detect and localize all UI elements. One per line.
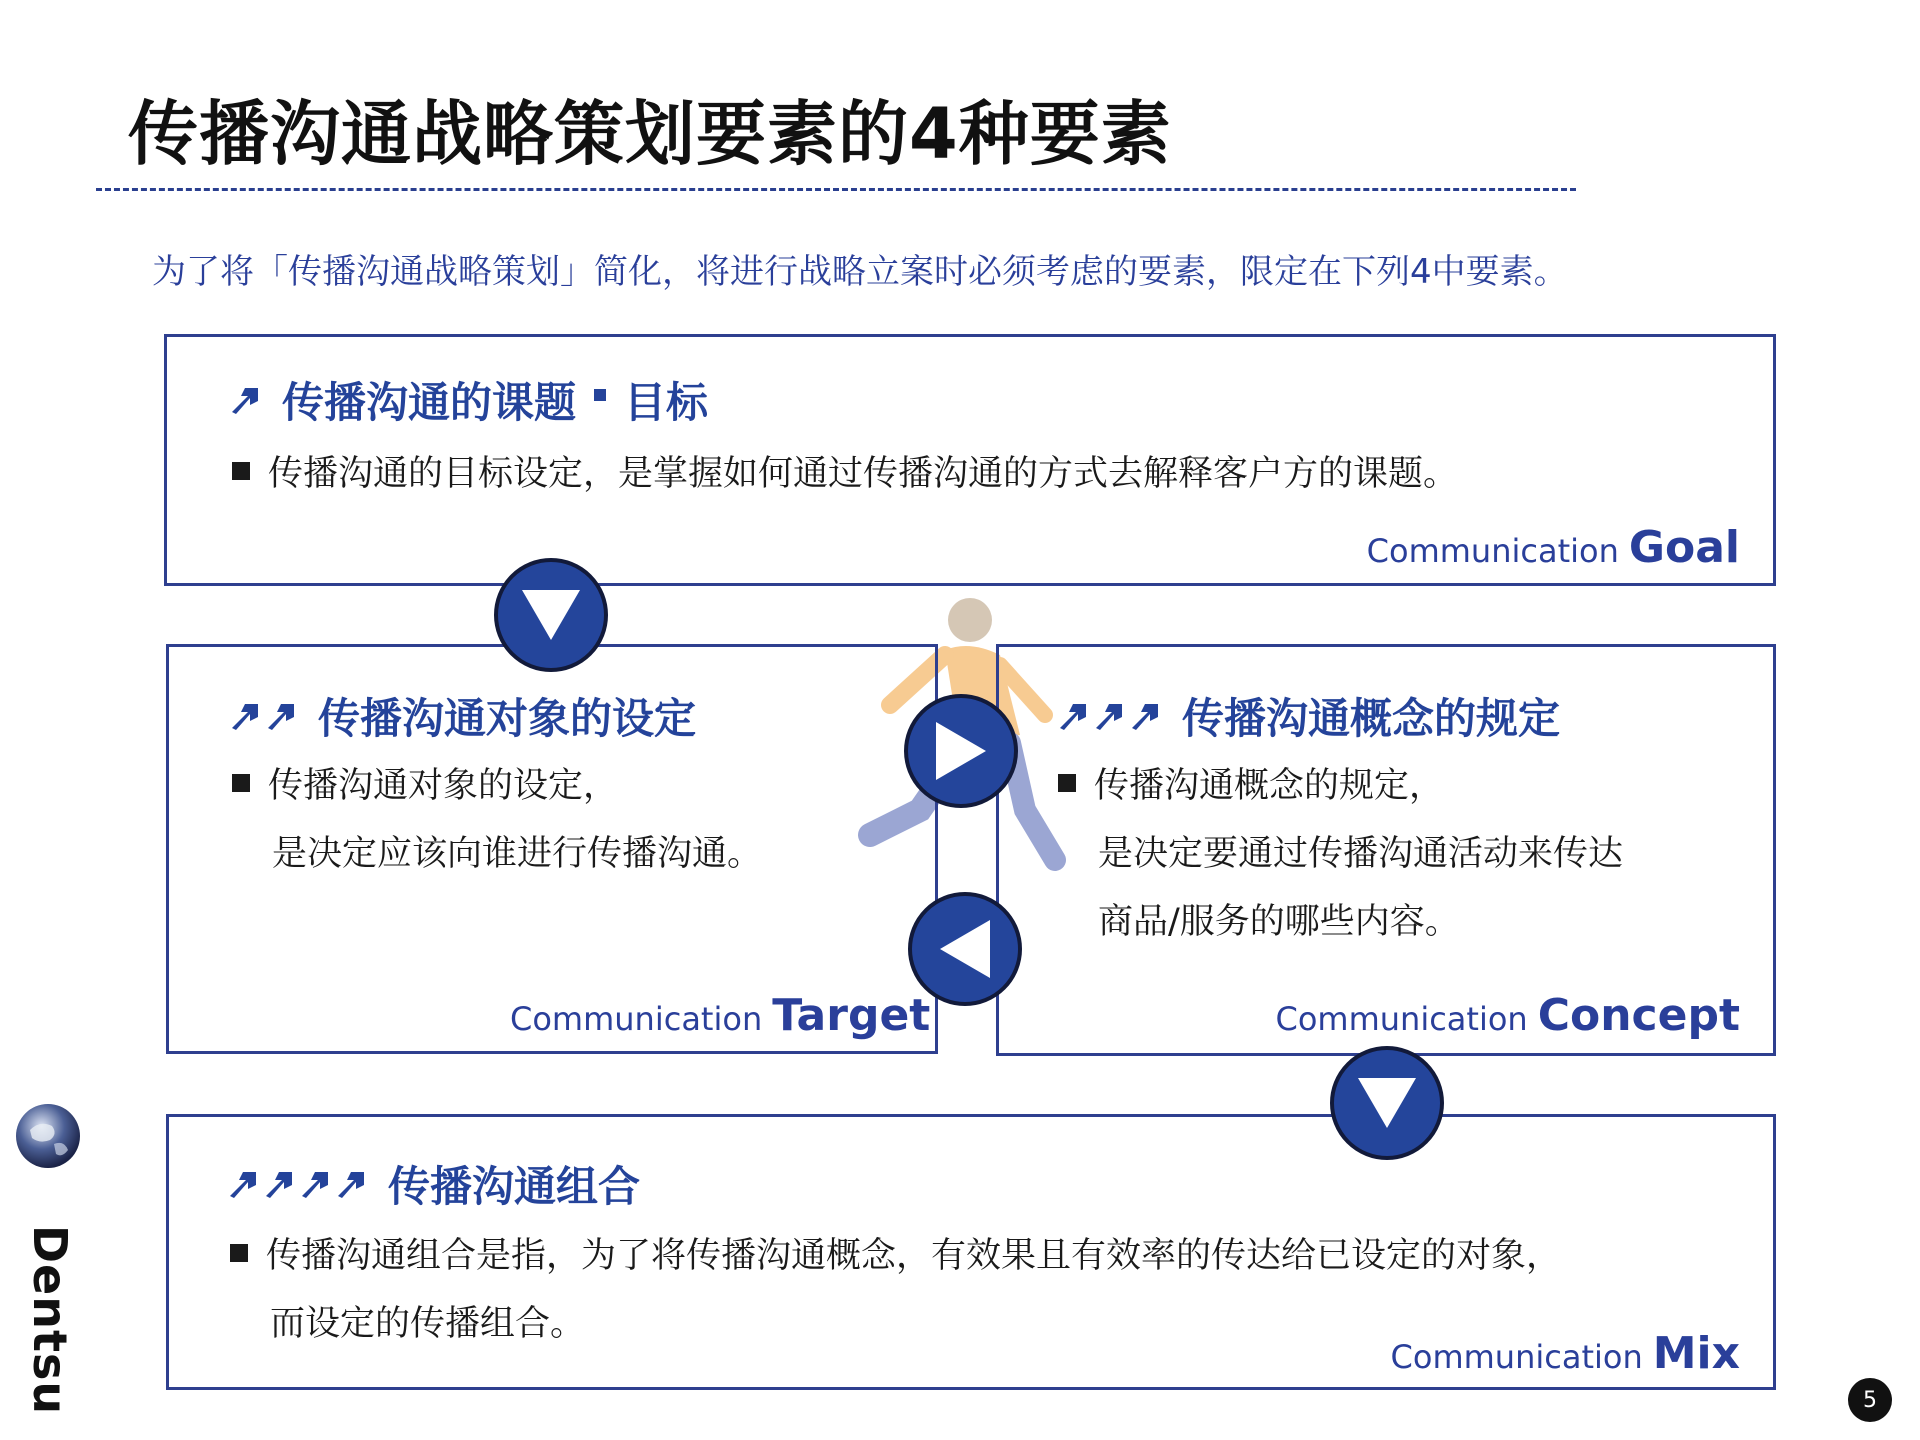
target-text-line: 传播沟通对象的设定， <box>232 758 618 808</box>
level-4-arrows <box>226 1168 366 1200</box>
arrow-up-right-icon <box>228 384 260 416</box>
arrow-up-right-icon <box>1128 700 1160 732</box>
mix-english-label: Communication Mix <box>1390 1328 1740 1379</box>
level-3-arrows <box>1056 700 1160 732</box>
goal-heading <box>228 370 708 430</box>
mix-text-line: 传播沟通组合是指，为了将传播沟通概念，有效果且有效率的传达给已设定的对象， <box>230 1228 1561 1278</box>
goal-heading-sub: 目标 <box>624 378 709 427</box>
brand-logo <box>10 1100 90 1180</box>
bullet-square <box>1058 774 1076 792</box>
concept-english-label: Communication Concept <box>1275 990 1740 1041</box>
concept-text-line: 商品/服务的哪些内容。 <box>1098 902 1460 942</box>
arrow-up-right-icon <box>298 1168 330 1200</box>
target-heading <box>228 686 696 746</box>
arrow-up-right-icon <box>1056 700 1088 732</box>
arrow-up-right-icon <box>228 700 260 732</box>
bullet-square <box>230 1244 248 1262</box>
goal-to-target-connector <box>494 558 608 672</box>
triangle-down-icon <box>520 588 582 642</box>
dentsu-wordmark: Dentsu <box>23 1224 77 1416</box>
concept-heading <box>1056 686 1560 746</box>
concept-to-target-connector <box>908 892 1022 1006</box>
goal-heading-main: 传播沟通的课题 <box>282 378 577 427</box>
goal-english-label: Communication Goal <box>1366 522 1740 573</box>
page-subtitle: 为了将「传播沟通战略策划」简化，将进行战略立案时必须考虑的要素，限定在下列4中要素。 <box>152 252 1568 292</box>
arrow-up-right-icon <box>262 1168 294 1200</box>
mix-heading-text: 传播沟通组合 <box>388 1162 641 1211</box>
triangle-right-icon <box>934 720 988 782</box>
arrow-up-right-icon <box>226 1168 258 1200</box>
target-text-line: 是决定应该向谁进行传播沟通。 <box>272 834 763 874</box>
bullet-square <box>232 462 250 480</box>
target-heading-text: 传播沟通对象的设定 <box>318 694 697 743</box>
mix-heading <box>226 1154 640 1214</box>
heading-separator <box>594 389 606 401</box>
concept-to-mix-connector <box>1330 1046 1444 1160</box>
triangle-down-icon <box>1356 1076 1418 1130</box>
globe-icon <box>10 1100 86 1176</box>
concept-text-line: 传播沟通概念的规定， <box>1058 758 1444 808</box>
goal-text-line: 传播沟通的目标设定，是掌握如何通过传播沟通的方式去解释客户方的课题。 <box>232 446 1458 496</box>
target-english-label: Communication Target <box>510 990 931 1041</box>
page-title: 传播沟通战略策划要素的4种要素 <box>128 93 1172 175</box>
bullet-square <box>232 774 250 792</box>
concept-text-line: 是决定要通过传播沟通活动来传达 <box>1098 834 1624 874</box>
dentsu-logo <box>20 1225 80 1415</box>
level-1-arrows <box>228 384 260 416</box>
concept-heading-text: 传播沟通概念的规定 <box>1182 694 1561 743</box>
mix-text-line: 而设定的传播组合。 <box>270 1304 586 1344</box>
title-divider <box>96 188 1576 191</box>
page-number: 5 <box>1848 1378 1892 1422</box>
arrow-up-right-icon <box>1092 700 1124 732</box>
target-to-concept-connector <box>904 694 1018 808</box>
triangle-left-icon <box>938 918 992 980</box>
arrow-up-right-icon <box>334 1168 366 1200</box>
level-2-arrows <box>228 700 296 732</box>
arrow-up-right-icon <box>264 700 296 732</box>
